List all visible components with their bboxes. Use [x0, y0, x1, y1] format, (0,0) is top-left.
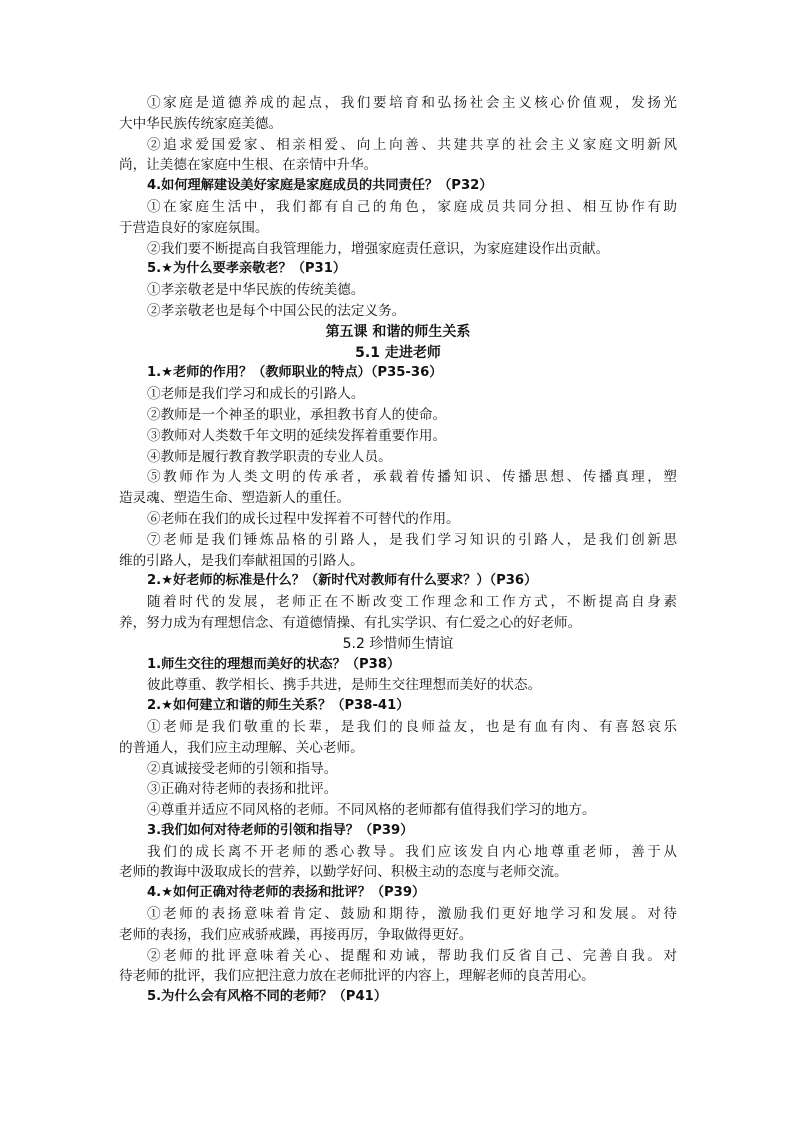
- section-title: 5.1 走进老师: [355, 344, 441, 361]
- question-heading: 5.为什么会有风格不同的老师？（P41）: [147, 989, 388, 1005]
- question-heading: 1.★老师的作用？（教师职业的特点）（P35-36）: [147, 365, 443, 381]
- text-line: ②追求爱国爱家、相亲相爱、向上向善、共建共享的社会主义家庭文明新风: [147, 136, 677, 153]
- text-line: ②孝亲敬老也是每个中国公民的法定义务。: [147, 302, 406, 319]
- text-line: 于营造良好的家庭氛围。: [119, 219, 269, 236]
- text-line: ⑤教师作为人类文明的传承者，承载着传播知识、传播思想、传播真理，塑: [147, 469, 677, 486]
- question-heading: 3.我们如何对待老师的引领和指导？（P39）: [147, 822, 414, 838]
- question-heading: 2.★好老师的标准是什么？（新时代对教师有什么要求？）（P36）: [147, 573, 538, 589]
- text-line: 彼此尊重、教学相长、携手共进，是师生交往理想而美好的状态。: [147, 677, 542, 694]
- text-line: 尚，让美德在家庭中生根、在亲情中升华。: [119, 157, 378, 174]
- text-line: ①老师是我们学习和成长的引路人。: [147, 386, 365, 403]
- text-line: 维的引路人，是我们奉献祖国的引路人。: [119, 552, 364, 569]
- lesson-title: 第五课 和谐的师生关系: [325, 323, 471, 340]
- text-line: 造灵魂、塑造生命、塑造新人的重任。: [119, 490, 351, 507]
- text-line: ④教师是履行教育教学职责的专业人员。: [147, 448, 392, 465]
- question-heading: 2.★如何建立和谐的师生关系？（P38-41）: [147, 698, 410, 714]
- question-heading: 5.★为什么要孝亲敬老？（P31）: [147, 261, 347, 277]
- text-line: 待老师的批评，我们应把注意力放在老师批评的内容上，理解老师的良苦用心。: [119, 968, 595, 985]
- text-line: 随着时代的发展，老师正在不断改变工作理念和工作方式，不断提高自身素: [147, 594, 677, 611]
- text-line: ③教师对人类数千年文明的延续发挥着重要作用。: [147, 427, 447, 444]
- text-line: 大中华民族传统家庭美德。: [119, 115, 283, 132]
- text-line: ①在家庭生活中，我们都有自己的角色，家庭成员共同分担、相互协作有助: [147, 198, 677, 215]
- text-line: 老师的表扬，我们应戒骄戒躁，再接再厉，争取做得更好。: [119, 926, 473, 943]
- text-line: ⑦老师是我们锤炼品格的引路人，是我们学习知识的引路人，是我们创新思: [147, 531, 677, 548]
- text-line: ④尊重并适应不同风格的老师。不同风格的老师都有值得我们学习的地方。: [147, 802, 596, 819]
- text-line: ②真诚接受老师的引领和指导。: [147, 760, 338, 777]
- question-heading: 1.师生交往的理想而美好的状态？（P38）: [147, 656, 401, 672]
- text-line: ②教师是一个神圣的职业，承担教书育人的使命。: [147, 406, 447, 423]
- document-body: [119, 93, 677, 1008]
- text-line: 老师的教诲中汲取成长的营养，以勤学好问、积极主动的态度与老师交流。: [119, 864, 568, 881]
- text-line: ①家庭是道德养成的起点，我们要培育和弘扬社会主义核心价值观，发扬光: [147, 95, 677, 111]
- text-line: ⑥老师在我们的成长过程中发挥着不可替代的作用。: [147, 510, 460, 527]
- question-heading: 4.★如何正确对待老师的表扬和批评？（P39）: [147, 885, 426, 901]
- text-line: ②老师的批评意味着关心、提醒和劝诫，帮助我们反省自己、完善自我。对: [147, 947, 677, 964]
- text-line: 养，努力成为有理想信念、有道德情操、有扎实学识、有仁爱之心的好老师。: [119, 614, 582, 631]
- text-line: 我们的成长离不开老师的悉心教导。我们应该发自内心地尊重老师，善于从: [147, 843, 677, 860]
- text-line: ①孝亲敬老是中华民族的传统美德。: [147, 282, 365, 299]
- text-line: ③正确对待老师的表扬和批评。: [147, 781, 338, 798]
- text-line: ②我们要不断提高自我管理能力，增强家庭责任意识，为家庭建设作出贡献。: [147, 240, 610, 257]
- text-line: 的普通人，我们应主动理解、关心老师。: [119, 739, 364, 756]
- section-title: 5.2 珍惜师生情谊: [342, 635, 454, 652]
- text-line: ①老师的表扬意味着肯定、鼓励和期待，激励我们更好地学习和发展。对待: [147, 906, 677, 923]
- text-line: ①老师是我们敬重的长辈，是我们的良师益友，也是有血有肉、有喜怒哀乐: [147, 718, 677, 735]
- question-heading: 4.如何理解建设美好家庭是家庭成员的共同责任？（P32）: [147, 178, 493, 194]
